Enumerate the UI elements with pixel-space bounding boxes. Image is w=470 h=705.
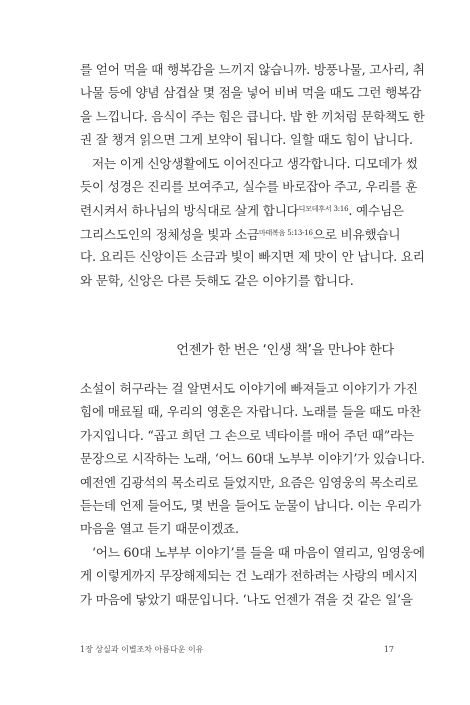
text-line: 게 이렇게까지 무장해제되는 건 노래가 전하려는 사랑의 메시지	[80, 568, 418, 584]
scripture-reference: 디모데후서 3:16	[298, 205, 349, 214]
text-fragment: 련시켜서 하나님의 방식대로 살게 합니다	[80, 203, 299, 219]
section-heading: 언젠가 한 번은 ‘인생 책’을 만나야 한다	[176, 343, 394, 358]
text-line: 문장으로 시작하는 노래, ‘어느 60대 노부부 이야기’가 있습니다.	[80, 451, 425, 467]
text-line	[80, 222, 401, 245]
body-text-bottom	[80, 377, 425, 611]
text-line: 다. 요리든 신앙이든 소금과 빛이 빠지면 제 맛이 안 납니다. 요리	[80, 249, 425, 265]
running-footer-chapter: 1장 상실과 이별조차 아름다운 이유	[80, 645, 204, 654]
text-line: 예전엔 김광석의 목소리로 들었지만, 요즘은 임영웅의 목소리로	[80, 474, 418, 490]
text-line: 저는 이게 신앙생활에도 이어진다고 생각합니다. 디모데가 썼	[92, 155, 418, 171]
text-line: 듯이 성경은 진리를 보여주고, 실수를 바로잡아 주고, 우리를 훈	[80, 178, 418, 194]
text-line: 나물 등에 양념 삼겹살 몇 점을 넣어 비벼 먹을 때도 그런 행복감	[80, 85, 421, 101]
text-line: 마음을 열고 듣기 때문이겠죠.	[80, 521, 239, 537]
scripture-reference: 마태복음 5:13-16	[258, 228, 313, 237]
text-line: 를 얻어 먹을 때 행복감을 느끼지 않습니까. 방풍나물, 고사리, 취	[80, 62, 425, 77]
text-line: 가지입니다. “곱고 희던 그 손으로 넥타이를 매어 주던 때”라는	[80, 427, 414, 443]
text-line: ‘어느 60대 노부부 이야기’를 들을 때 마음이 열리고, 임영웅에	[92, 544, 425, 560]
text-fragment: 으로 비유했습니	[312, 226, 401, 242]
text-line: 을 느낍니다. 음식이 주는 힘은 큽니다. 밥 한 끼처럼 문학책도 한	[80, 108, 425, 124]
text-line: 듣는데 언제 들어도, 몇 번을 들어도 눈물이 납니다. 이는 우리가	[80, 497, 421, 513]
body-text-top	[80, 58, 425, 292]
text-line	[80, 198, 404, 221]
text-line: 가 마음에 닿았기 때문입니다. ‘나도 언젠가 겪을 것 같은 일’을	[80, 591, 413, 607]
text-line: 소설이 허구라는 걸 알면서도 이야기에 빠져들고 이야기가 가진	[80, 381, 418, 396]
text-line: 권 잘 챙겨 읽으면 그게 보약이 됩니다. 일할 때도 힘이 납니다.	[80, 132, 413, 148]
text-line: 힘에 매료될 때, 우리의 영혼은 자랍니다. 노래를 들을 때도 마찬	[80, 404, 421, 420]
text-fragment: 그리스도인의 정체성을 빛과 소금	[80, 226, 259, 242]
text-line: 와 문학, 신앙은 다른 듯해도 같은 이야기를 합니다.	[80, 272, 354, 288]
page-number: 17	[383, 645, 394, 654]
text-fragment: . 예수님은	[348, 203, 404, 219]
